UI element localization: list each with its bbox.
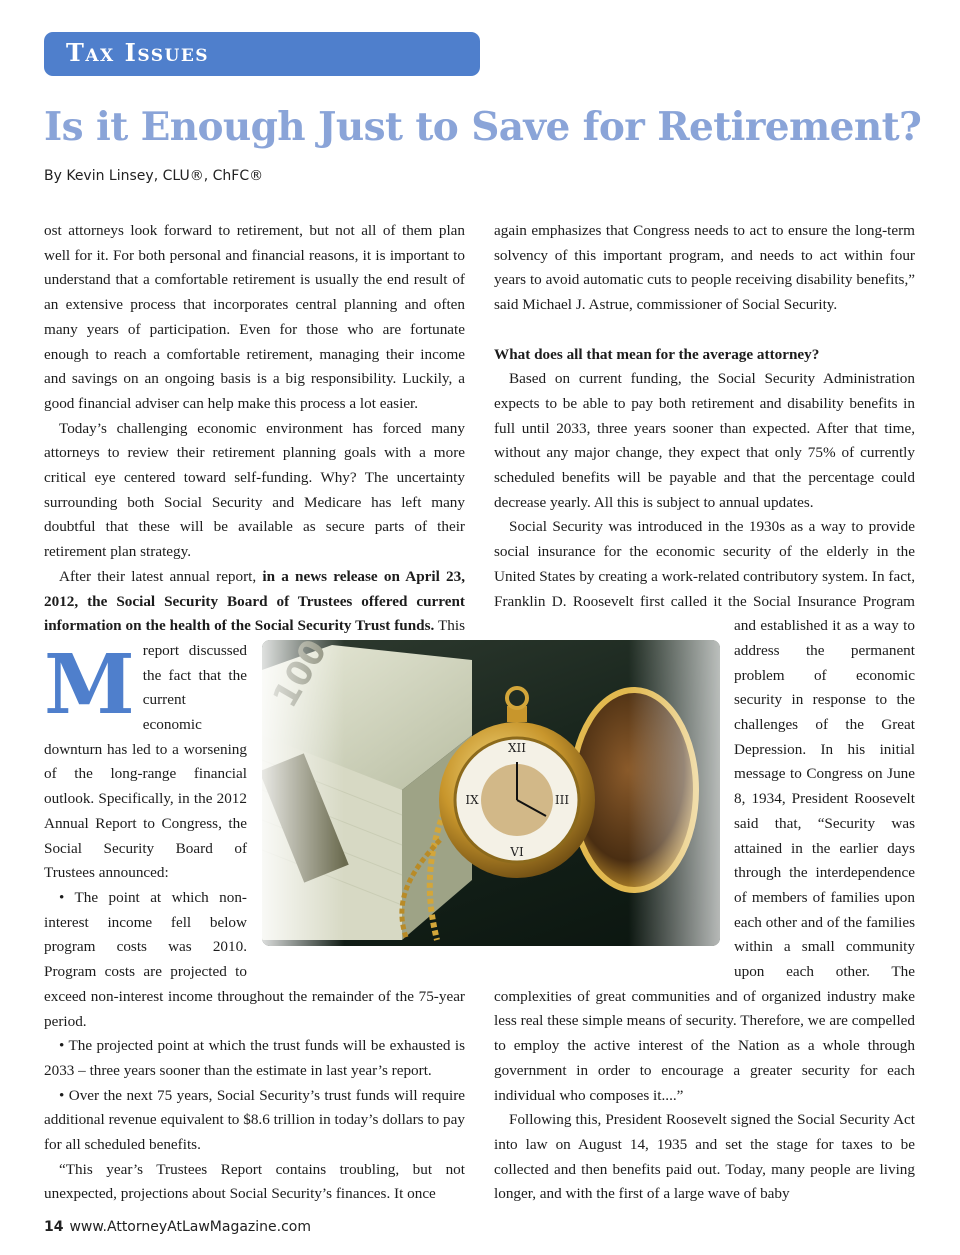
subheading: What does all that mean for the average attorney? <box>494 345 820 363</box>
website-link[interactable]: www.AttorneyAtLawMagazine.com <box>69 1219 312 1235</box>
paragraph: Today’s challenging economic environment has forced many attorneys to review their retirement planning goals with a more critical eye centered toward self-funding. Why? The uncertainty surrounding both Social Security and Medicare has left many doubtful that these will be available as secure parts of their retirement plan strategy. <box>44 419 465 561</box>
paragraph: M ost attorneys look forward to retirement, but not all of them plan well for it. For both personal and financial reasons, it is important to understand that a comfortable retirement is usually the end result of an extensive process that incorporates central planning and often many years of participation. Even for those who are fortunate enough to reach a comfortable retirement, managing their income and savings on an ongoing basis is a big responsibility. Luckily, a good financial adviser can help make this process a lot easier. <box>44 222 465 733</box>
section-label: Tax Issues <box>66 38 210 67</box>
article-byline: By Kevin Linsey, CLU®, ChFC® <box>44 168 264 184</box>
pocket-watch-photo <box>262 640 720 946</box>
paragraph: again emphasizes that Congress needs to act to ensure the long-term solvency of this important program, and needs to act within four years to avoid automatic cuts to people receiving disability benefits,” said Michael J. Astrue, commissioner of Social Security. <box>494 222 915 314</box>
paragraph: Social Security was introduced in the 1930s as a way to provide social insurance for the economic security of the elderly in the United States by creating a work-related contributory system. In fact, Franklin D. Roosevelt first called it the Social Insurance Program and established it as a way to address the permanent problem of economic security in response to the challenges of the Great Depression. In his initial message to Congress on June 8, 1934, President Roosevelt said that, “Security was attained in the earlier days through the interdependence of members of families upon each other and of the families within a small community upon each other. The complexities of great communities and of organized industry make less real these simple means of security. Therefore, we are compelled to employ the active interest of the Nation as a whole through government in order to encourage a greater security for each individual who composes it....” <box>494 518 915 1104</box>
paragraph: Based on current funding, the Social Security Administration expects to be able to pay both retirement and disability benefits in full until 2033, three years sooner than expected. After that time, without any major change, they expect that only 75% of currently scheduled benefits will be payable and that the percentage could decrease yearly. All this is subject to annual updates. <box>494 370 915 511</box>
paragraph: Following this, President Roosevelt signed the Social Security Act into law on August 14, 1935 and set the stage for taxes to be collected and then benefits paid out. Today, many people are living longer, and with the first of a large wave of baby <box>494 1111 915 1203</box>
bullet-item: • The point at which non-interest income fell below program costs was 2010. Program costs are projected to exceed non-interest income throughout the remainder of the 75-year period. <box>44 888 465 1030</box>
paragraph: “This year’s Trustees Report contains troubling, but not unexpected, projections about Social Security’s finances. It once <box>44 1160 465 1203</box>
pocket-watch-illustration <box>262 640 720 946</box>
page-number: 14 <box>44 1219 64 1235</box>
drop-cap: M <box>44 637 135 733</box>
bullet-item: • The projected point at which the trust funds will be exhausted is 2033 – three years sooner than the estimate in last year’s report. <box>44 1037 465 1079</box>
bullet-item: • Over the next 75 years, Social Security’s trust funds will require additional revenue equivalent to $8.6 trillion in today’s dollars to pay for all scheduled benefits. <box>44 1086 465 1154</box>
bold-emphasis: in a news release on April 23, 2012, the Social Security Board of Trustees offered current information on the health of the Social Security Trust funds. <box>44 567 466 635</box>
page-footer <box>44 1219 311 1235</box>
article-title: Is it Enough Just to Save for Retirement? <box>44 104 922 150</box>
section-banner <box>44 32 480 76</box>
paragraph: After their latest annual report, in a news release on April 23, 2012, the Social Security Board of Trustees offered current information on the health of the Social Security Trust funds. This report discussed the fact that the current economic downturn has led to a worsening of the long-range financial outlook. Specifically, in the 2012 Annual Report to Congress, the Social Security Board of Trustees announced: <box>44 567 466 882</box>
